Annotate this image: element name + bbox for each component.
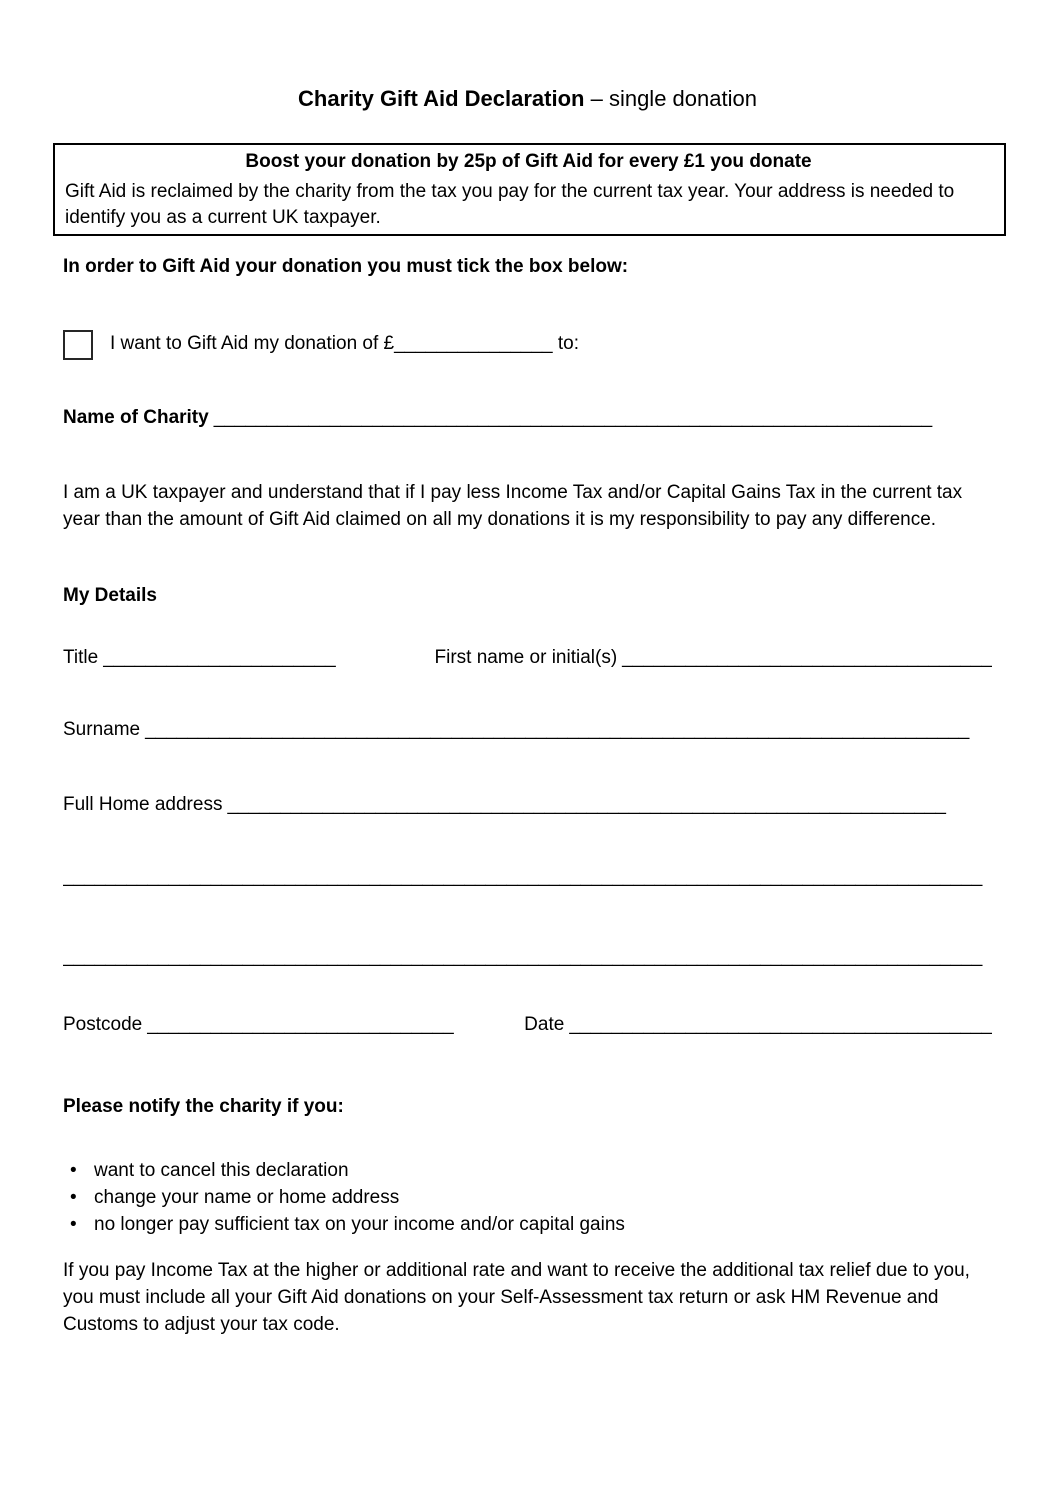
page-title: [63, 86, 992, 112]
gift-aid-declaration-row: [63, 330, 992, 360]
postcode-date-row: [63, 1011, 992, 1038]
notify-heading: Please notify the charity if you:: [63, 1096, 344, 1117]
title-field: [63, 644, 336, 671]
first-name-field: [435, 644, 993, 671]
tick-instruction: In order to Gift Aid your donation you must tick the box below:: [63, 256, 629, 277]
home-address-line-1[interactable]: ____________________________________________________________________: [227, 794, 947, 815]
home-address-label: Full Home address: [63, 794, 223, 815]
name-of-charity-row: [63, 404, 992, 431]
list-item: • no longer pay sufficient tax on your income and/or capital gains: [63, 1211, 992, 1238]
first-name-line[interactable]: ___________________________________: [622, 647, 992, 668]
home-address-line-3[interactable]: _______________________________________________________________________________________: [63, 946, 983, 967]
gift-aid-statement-after: to:: [552, 333, 580, 354]
date-field: [524, 1011, 992, 1038]
page-title-main: Charity Gift Aid Declaration: [298, 86, 585, 111]
postcode-field: [63, 1011, 454, 1038]
donation-amount-line[interactable]: _______________: [394, 333, 553, 354]
name-of-charity-label: Name of Charity: [63, 407, 209, 428]
boost-info-box: [53, 143, 1006, 236]
higher-rate-note: If you pay Income Tax at the higher or additional rate and want to receive the additional tax relief due to you, you must include all your Gift Aid donations on your Self-Assessment tax return or ask HM Revenue and Customs to adjust your tax code.: [63, 1260, 970, 1335]
postcode-label: Postcode: [63, 1014, 143, 1035]
gift-aid-statement-before: I want to Gift Aid my donation of £: [110, 333, 395, 354]
gift-aid-checkbox[interactable]: [63, 330, 93, 360]
list-item: • want to cancel this declaration: [63, 1157, 992, 1184]
date-line[interactable]: ________________________________________: [569, 1014, 992, 1035]
home-address-line-2[interactable]: _______________________________________________________________________________________: [63, 866, 983, 887]
title-field-label: Title: [63, 647, 99, 668]
my-details-heading: My Details: [63, 585, 157, 606]
boost-heading: Boost your donation by 25p of Gift Aid for every £1 you donate: [245, 151, 812, 172]
home-address-row: [63, 791, 992, 818]
gift-aid-statement: [110, 330, 579, 357]
notify-list: [63, 1157, 992, 1238]
page-title-suffix: – single donation: [584, 86, 757, 111]
date-label: Date: [524, 1014, 565, 1035]
taxpayer-declaration: I am a UK taxpayer and understand that if I pay less Income Tax and/or Capital Gains Tax in the current tax year than the amount of Gift Aid claimed on all my donations it is my responsibility to pay any difference.: [63, 482, 963, 530]
boost-paragraph: Gift Aid is reclaimed by the charity from the tax you pay for the current tax year. Your address is needed to identify you as a current UK taxpayer.: [65, 181, 955, 228]
title-field-line[interactable]: ______________________: [103, 647, 336, 668]
surname-row: [63, 716, 992, 743]
list-item: • change your name or home address: [63, 1184, 992, 1211]
first-name-label: First name or initial(s): [434, 647, 618, 668]
surname-line[interactable]: ______________________________________________________________________________: [145, 719, 970, 740]
surname-label: Surname: [63, 719, 141, 740]
title-firstname-row: [63, 644, 992, 671]
postcode-line[interactable]: _____________________________: [147, 1014, 454, 1035]
name-of-charity-line[interactable]: ____________________________________________________________________: [213, 407, 933, 428]
